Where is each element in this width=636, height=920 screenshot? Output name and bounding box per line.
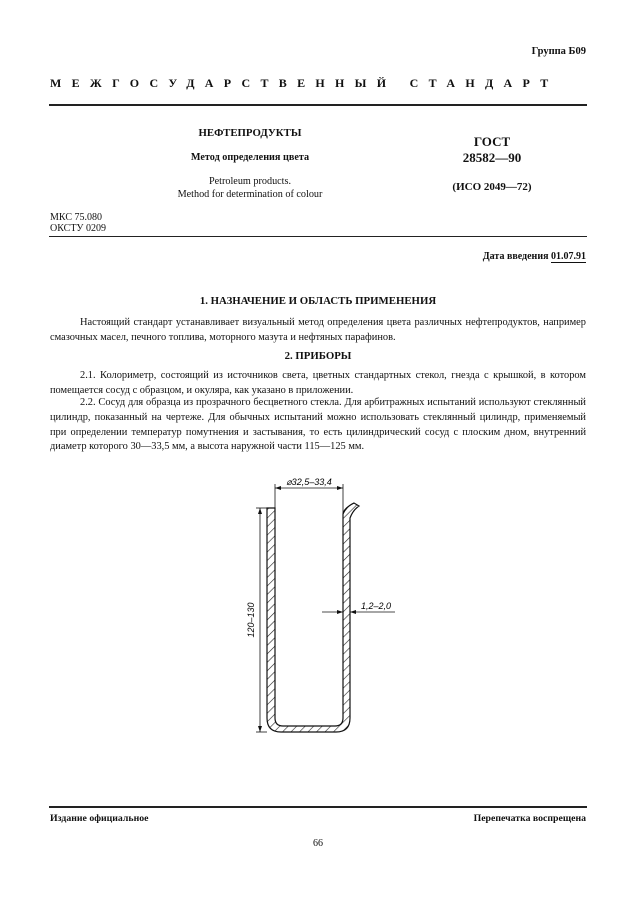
iso-reference: (ИСО 2049—72) — [452, 181, 532, 193]
section-2-paragraph-2 — [50, 396, 586, 455]
footer-left: Издание официальное — [50, 813, 149, 824]
wall-label: 1,2–2,0 — [360, 601, 392, 611]
page-number: 66 — [313, 838, 323, 849]
gost-number: 28582—90 — [462, 150, 522, 165]
wall-arrow-right — [350, 610, 356, 614]
section-2-1-text: 2.1. Колориметр, состоящий из источников света, цветных стандартных стекол, гнезда с крышкой, в котором помещается сосуд с образцом, и окуляра, как указано в приложении. — [50, 370, 586, 396]
wall-arrow-left — [337, 610, 343, 614]
intro-date — [483, 251, 586, 262]
doc-subtitle: Метод определения цвета — [190, 152, 310, 163]
group-label: Группа Б09 — [531, 46, 586, 57]
english-title-line2: Method for determination of colour — [177, 189, 323, 200]
mks-code: МКС 75.080 — [50, 212, 102, 223]
english-title-line1: Petroleum products. — [208, 176, 292, 187]
section-1-heading: 1. НАЗНАЧЕНИЕ И ОБЛАСТЬ ПРИМЕНЕНИЯ — [199, 295, 437, 307]
gost-label: ГОСТ — [473, 134, 511, 149]
height-label: 120–130 — [246, 602, 256, 638]
diameter-label: ⌀32,5–33,4 — [286, 477, 332, 487]
diameter-arrow-left — [275, 486, 281, 490]
diameter-arrow-right — [337, 486, 343, 490]
footer-rule — [49, 806, 587, 808]
doc-title: НЕФТЕПРОДУКТЫ — [198, 127, 302, 139]
intro-date-value: 01.07.91 — [551, 251, 586, 262]
standard-banner: МЕЖГОСУДАРСТВЕННЫЙ СТАНДАРТ — [50, 76, 559, 90]
height-arrow-top — [258, 508, 262, 514]
top-rule — [49, 104, 587, 106]
section-1-text: Настоящий стандарт устанавливает визуальный метод определения цвета различных нефтепродуктов, например смазочных масел, печного топлива, моторного мазута и нефтяных парафинов. — [50, 317, 586, 343]
section-1-paragraph — [50, 316, 586, 346]
height-arrow-bottom — [258, 726, 262, 732]
section-2-paragraph-1 — [50, 369, 586, 399]
cylinder-drawing — [230, 470, 410, 750]
section-2-heading: 2. ПРИБОРЫ — [284, 350, 352, 362]
okstu-code: ОКСТУ 0209 — [50, 223, 107, 234]
section-2-2-text: 2.2. Сосуд для образца из прозрачного бесцветного стекла. Для арбитражных испытаний используют стеклянный цилиндр, показанный на чертеже. Для обычных испытаний можно использовать стеклянный цилиндр, применяемый при определении температур помутнения и застывания, то есть цилиндрический сосуд с плоским дном, внутренний диаметр которого 30—33,5 мм, а высота наружной части 115—125 мм. — [50, 397, 586, 453]
footer-right: Перепечатка воспрещена — [473, 813, 586, 824]
intro-date-label: Дата введения — [482, 251, 549, 262]
cylinder-wall — [267, 503, 359, 732]
codes-rule — [49, 236, 587, 237]
